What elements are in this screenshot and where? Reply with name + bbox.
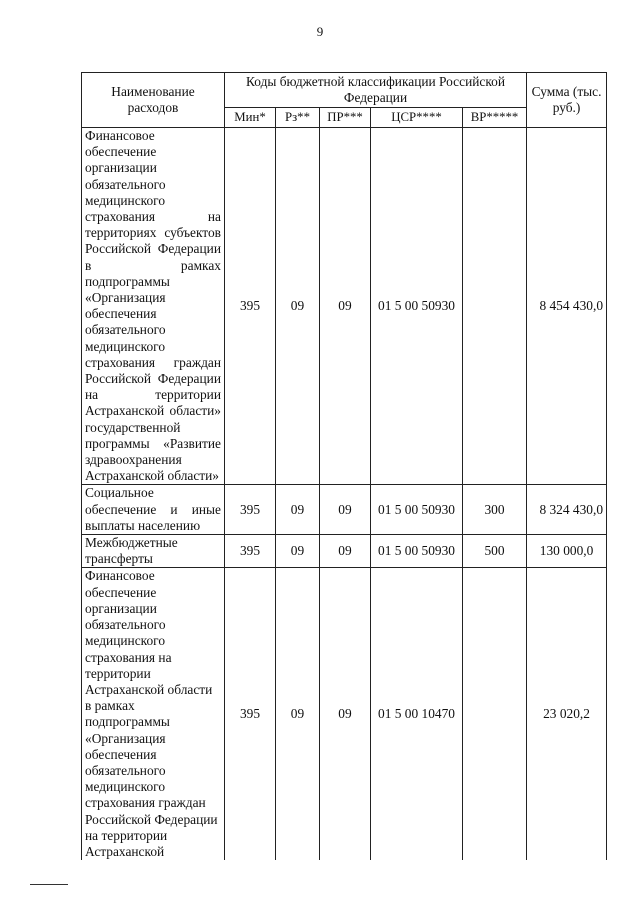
row-min: 395 bbox=[225, 485, 276, 535]
table-row bbox=[82, 535, 607, 568]
row-min: 395 bbox=[225, 535, 276, 568]
row-name: Социальное обеспечение и иные выплаты населению bbox=[82, 485, 225, 535]
table-row bbox=[82, 485, 607, 535]
footer-rule bbox=[30, 884, 68, 885]
row-vr bbox=[463, 568, 527, 860]
row-csr: 01 5 00 50930 bbox=[371, 128, 463, 485]
header-row bbox=[82, 73, 607, 108]
row-min: 395 bbox=[225, 128, 276, 485]
row-sum: 23 020,2 bbox=[527, 568, 607, 860]
row-pr: 09 bbox=[320, 128, 371, 485]
row-sum: 130 000,0 bbox=[527, 535, 607, 568]
row-csr: 01 5 00 50930 bbox=[371, 485, 463, 535]
row-rz: 09 bbox=[276, 128, 320, 485]
header-min: Мин* bbox=[225, 108, 276, 128]
header-name: Наименование расходов bbox=[82, 73, 225, 128]
header-codes-group: Коды бюджетной классификации Российской Федерации bbox=[225, 73, 527, 108]
header-csr: ЦСР**** bbox=[371, 108, 463, 128]
row-rz: 09 bbox=[276, 535, 320, 568]
row-vr bbox=[463, 128, 527, 485]
row-rz: 09 bbox=[276, 485, 320, 535]
row-sum: 8 324 430,0 bbox=[527, 485, 607, 535]
row-csr: 01 5 00 50930 bbox=[371, 535, 463, 568]
header-rz: Рз** bbox=[276, 108, 320, 128]
row-name: Финансовое обеспечение организации обязательного медицинского страхования на территориях субъектов Российской Федерации в рамках подпрограммы «Организация обеспечения обязательного медицинского страхования граждан Российской Федерации на территории Астраханской области» государственной программы «Развитие здравоохранения Астраханской области» bbox=[82, 128, 225, 485]
row-sum: 8 454 430,0 bbox=[527, 128, 607, 485]
table-row bbox=[82, 568, 607, 860]
row-rz: 09 bbox=[276, 568, 320, 860]
row-pr: 09 bbox=[320, 568, 371, 860]
header-vr: ВР***** bbox=[463, 108, 527, 128]
row-name: Финансовое обеспечение организации обязательного медицинского страхования на территории Астраханской области в рамках подпрограммы «Организация обеспечения обязательного медицинского страхования граждан Российской Федерации на территории Астраханской bbox=[82, 568, 225, 860]
row-min: 395 bbox=[225, 568, 276, 860]
row-pr: 09 bbox=[320, 485, 371, 535]
row-name: Межбюджетные трансферты bbox=[82, 535, 225, 568]
row-csr: 01 5 00 10470 bbox=[371, 568, 463, 860]
header-pr: ПР*** bbox=[320, 108, 371, 128]
table-row bbox=[82, 128, 607, 485]
budget-table bbox=[81, 72, 607, 860]
row-vr: 300 bbox=[463, 485, 527, 535]
row-pr: 09 bbox=[320, 535, 371, 568]
header-sum: Сумма (тыс. руб.) bbox=[527, 73, 607, 128]
row-vr: 500 bbox=[463, 535, 527, 568]
page-number: 9 bbox=[316, 24, 324, 39]
